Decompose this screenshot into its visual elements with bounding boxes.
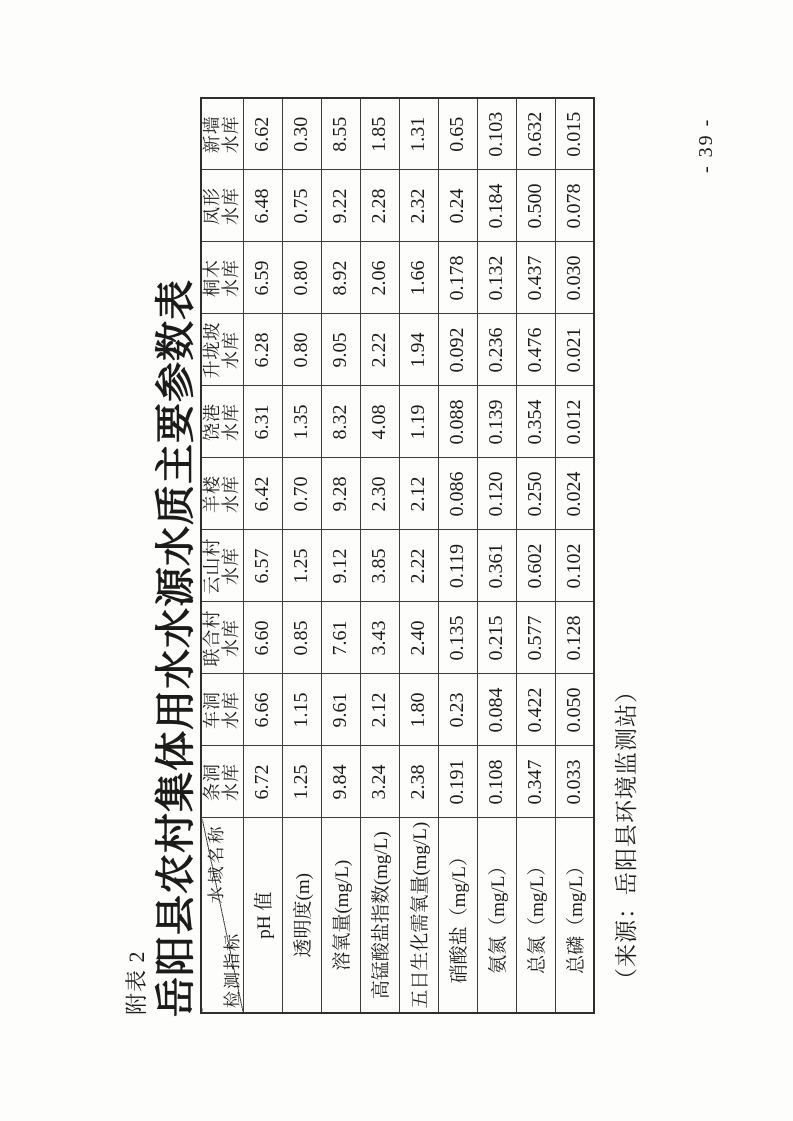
value-cell: 1.80 [399, 674, 438, 746]
value-cell: 0.102 [555, 530, 594, 602]
param-label: 高锰酸盐指数(mg/L) [360, 818, 399, 1013]
corner-label-indicators: 检测指标 [222, 932, 242, 1008]
value-cell: 0.050 [555, 674, 594, 746]
water-quality-table [200, 97, 595, 1014]
param-row [438, 98, 477, 1013]
value-cell: 2.22 [360, 314, 399, 386]
value-cell: 0.65 [438, 98, 477, 170]
value-cell: 9.61 [321, 674, 360, 746]
diagonal-corner-cell [201, 818, 243, 1013]
value-cell: 0.236 [477, 314, 516, 386]
param-label: 总氮（mg/L） [516, 818, 555, 1013]
reservoir-header-cell: 联合村 水库 [201, 602, 243, 674]
reservoir-header-cell: 凤形 水库 [201, 170, 243, 242]
value-cell: 0.103 [477, 98, 516, 170]
param-label: 总磷（mg/L） [555, 818, 594, 1013]
value-cell: 1.19 [399, 386, 438, 458]
value-cell: 0.088 [438, 386, 477, 458]
page-number: - 39 - [695, 117, 717, 173]
value-cell: 0.80 [282, 242, 321, 314]
value-cell: 0.128 [555, 602, 594, 674]
value-cell: 3.24 [360, 746, 399, 818]
value-cell: 2.12 [399, 458, 438, 530]
value-cell: 2.12 [360, 674, 399, 746]
value-cell: 6.48 [243, 170, 282, 242]
value-cell: 2.22 [399, 530, 438, 602]
value-cell: 9.84 [321, 746, 360, 818]
value-cell: 0.85 [282, 602, 321, 674]
value-cell: 0.632 [516, 98, 555, 170]
reservoir-header-cell: 升垅坡 水库 [201, 314, 243, 386]
value-cell: 0.500 [516, 170, 555, 242]
source-note: （来源：岳阳县环境监测站） [614, 679, 639, 991]
param-label: 硝酸盐（mg/L） [438, 818, 477, 1013]
param-row [399, 98, 438, 1013]
reservoir-header-row [201, 98, 243, 1013]
value-cell: 2.28 [360, 170, 399, 242]
value-cell: 0.347 [516, 746, 555, 818]
value-cell: 0.030 [555, 242, 594, 314]
value-cell: 0.021 [555, 314, 594, 386]
value-cell: 0.361 [477, 530, 516, 602]
param-row [516, 98, 555, 1013]
value-cell: 0.135 [438, 602, 477, 674]
value-cell: 6.62 [243, 98, 282, 170]
value-cell: 9.22 [321, 170, 360, 242]
value-cell: 0.078 [555, 170, 594, 242]
value-cell: 1.85 [360, 98, 399, 170]
value-cell: 7.61 [321, 602, 360, 674]
value-cell: 0.120 [477, 458, 516, 530]
value-cell: 0.191 [438, 746, 477, 818]
value-cell: 0.215 [477, 602, 516, 674]
value-cell: 4.08 [360, 386, 399, 458]
corner-label-waters: 水域名称 [207, 823, 226, 904]
value-cell: 8.32 [321, 386, 360, 458]
param-row [321, 98, 360, 1013]
value-cell: 1.66 [399, 242, 438, 314]
value-cell: 0.476 [516, 314, 555, 386]
value-cell: 0.250 [516, 458, 555, 530]
reservoir-header-cell: 桐木 水库 [201, 242, 243, 314]
value-cell: 0.119 [438, 530, 477, 602]
reservoir-header-cell: 云山村 水库 [201, 530, 243, 602]
value-cell: 0.084 [477, 674, 516, 746]
value-cell: 9.05 [321, 314, 360, 386]
value-cell: 9.28 [321, 458, 360, 530]
value-cell: 0.086 [438, 458, 477, 530]
value-cell: 6.28 [243, 314, 282, 386]
value-cell: 2.40 [399, 602, 438, 674]
value-cell: 6.31 [243, 386, 282, 458]
value-cell: 0.354 [516, 386, 555, 458]
param-label: pH 值 [243, 818, 282, 1013]
table-body [243, 98, 594, 1013]
value-cell: 0.012 [555, 386, 594, 458]
param-row [243, 98, 282, 1013]
value-cell: 0.422 [516, 674, 555, 746]
value-cell: 0.015 [555, 98, 594, 170]
value-cell: 0.23 [438, 674, 477, 746]
param-row [555, 98, 594, 1013]
value-cell: 0.024 [555, 458, 594, 530]
value-cell: 1.15 [282, 674, 321, 746]
reservoir-header-cell: 饶港 水库 [201, 386, 243, 458]
reservoir-header-cell: 羊楼 水库 [201, 458, 243, 530]
value-cell: 0.139 [477, 386, 516, 458]
value-cell: 0.70 [282, 458, 321, 530]
value-cell: 2.38 [399, 746, 438, 818]
param-label: 透明度(m) [282, 818, 321, 1013]
param-row [360, 98, 399, 1013]
param-row [477, 98, 516, 1013]
value-cell: 3.85 [360, 530, 399, 602]
value-cell: 9.12 [321, 530, 360, 602]
value-cell: 0.132 [477, 242, 516, 314]
value-cell: 2.32 [399, 170, 438, 242]
value-cell: 1.25 [282, 530, 321, 602]
value-cell: 0.178 [438, 242, 477, 314]
value-cell: 1.94 [399, 314, 438, 386]
value-cell: 0.75 [282, 170, 321, 242]
value-cell: 0.24 [438, 170, 477, 242]
value-cell: 6.60 [243, 602, 282, 674]
value-cell: 0.80 [282, 314, 321, 386]
value-cell: 8.55 [321, 98, 360, 170]
value-cell: 0.602 [516, 530, 555, 602]
value-cell: 0.30 [282, 98, 321, 170]
param-label: 氨氮（mg/L） [477, 818, 516, 1013]
value-cell: 3.43 [360, 602, 399, 674]
water-quality-table-wrap [200, 97, 595, 1014]
param-label: 溶氧量(mg/L) [321, 818, 360, 1013]
value-cell: 6.42 [243, 458, 282, 530]
value-cell: 1.35 [282, 386, 321, 458]
reservoir-header-cell: 条洞 水库 [201, 746, 243, 818]
value-cell: 6.57 [243, 530, 282, 602]
value-cell: 0.437 [516, 242, 555, 314]
value-cell: 6.59 [243, 242, 282, 314]
value-cell: 8.92 [321, 242, 360, 314]
value-cell: 0.108 [477, 746, 516, 818]
reservoir-header-cell: 车洞 水库 [201, 674, 243, 746]
value-cell: 2.06 [360, 242, 399, 314]
value-cell: 0.092 [438, 314, 477, 386]
value-cell: 6.72 [243, 746, 282, 818]
value-cell: 1.25 [282, 746, 321, 818]
param-row [282, 98, 321, 1013]
value-cell: 2.30 [360, 458, 399, 530]
value-cell: 0.577 [516, 602, 555, 674]
value-cell: 6.66 [243, 674, 282, 746]
value-cell: 0.184 [477, 170, 516, 242]
param-label: 五日生化需氧量(mg/L) [399, 818, 438, 1013]
value-cell: 1.31 [399, 98, 438, 170]
value-cell: 0.033 [555, 746, 594, 818]
page-title: 岳阳县农村集体用水水源水质主要参数表 [153, 279, 198, 1017]
annex-label: 附表 2 [124, 950, 149, 1015]
reservoir-header-cell: 新墙 水库 [201, 98, 243, 170]
